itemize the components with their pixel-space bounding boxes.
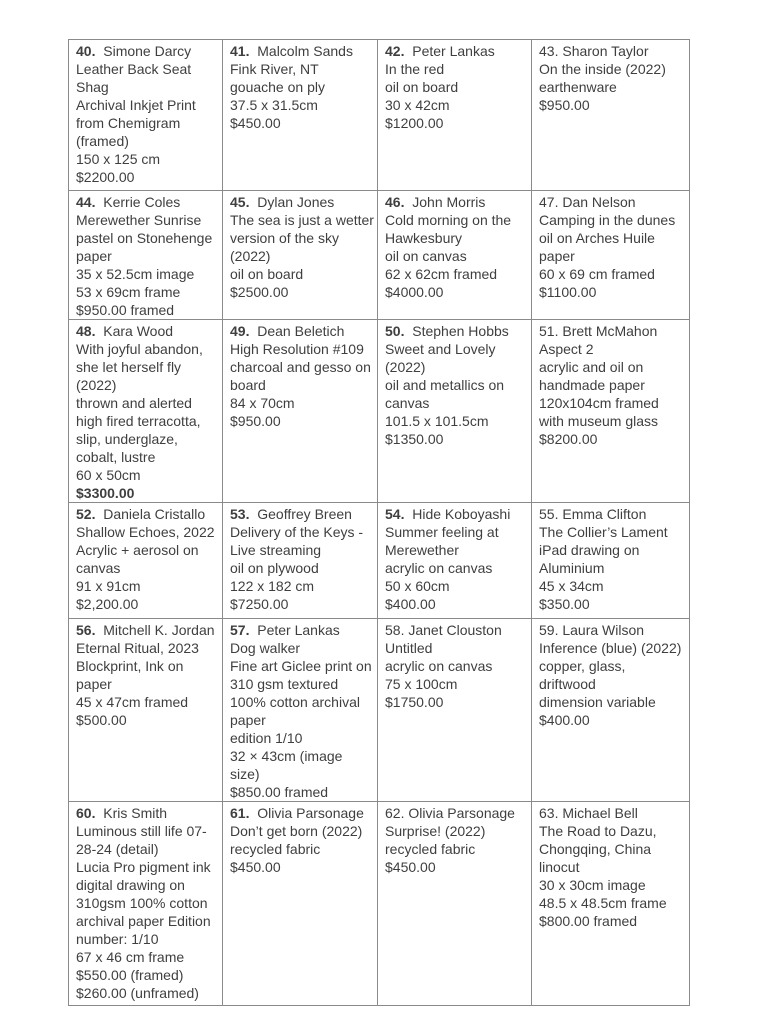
artwork-header-line bbox=[539, 804, 685, 822]
artwork-detail-line: $400.00 bbox=[539, 712, 590, 728]
artwork-detail-line: Inference (blue) (2022) bbox=[539, 640, 682, 656]
artwork-detail-line: $3300.00 bbox=[76, 485, 135, 501]
artwork-detail-line: slip, underglaze, bbox=[76, 431, 178, 447]
artwork-number: 44. bbox=[76, 194, 96, 210]
artwork-detail-line: 48.5 x 48.5cm frame bbox=[539, 895, 667, 911]
artwork-detail-line: Archival Inkjet Print bbox=[76, 97, 196, 113]
artwork-cell-41 bbox=[223, 40, 378, 191]
artwork-number: 45. bbox=[230, 194, 250, 210]
artwork-cell-55 bbox=[532, 503, 690, 619]
artwork-detail-line: $2500.00 bbox=[230, 284, 289, 300]
artist-name: Kris Smith bbox=[95, 805, 168, 821]
artwork-detail-line: $4000.00 bbox=[385, 284, 444, 300]
artwork-cell-61 bbox=[223, 802, 378, 1006]
artwork-detail-line: $450.00 bbox=[230, 115, 281, 131]
artwork-detail-line: oil on board bbox=[230, 266, 304, 282]
artwork-detail-line: $850.00 framed bbox=[230, 784, 329, 800]
artwork-detail-line: Shag bbox=[76, 79, 109, 95]
artwork-header-line bbox=[385, 621, 527, 639]
artwork-number: 58. bbox=[385, 622, 405, 638]
artwork-detail-line: $7250.00 bbox=[230, 596, 289, 612]
artwork-detail-line: $950.00 framed bbox=[76, 302, 175, 318]
artwork-detail-line: Surprise! (2022) bbox=[385, 823, 486, 839]
artwork-detail-line: handmade paper bbox=[539, 377, 645, 393]
artist-name: Kara Wood bbox=[95, 323, 174, 339]
artwork-detail-line: (framed) bbox=[76, 133, 129, 149]
artwork-detail-line: $950.00 bbox=[539, 97, 590, 113]
artwork-number: 41. bbox=[230, 43, 250, 59]
artwork-detail-line: 122 x 182 cm bbox=[230, 578, 315, 594]
artwork-detail-line: edition 1/10 bbox=[230, 730, 303, 746]
artwork-header-line bbox=[539, 621, 685, 639]
artwork-detail-line: 310 gsm textured bbox=[230, 676, 339, 692]
artwork-detail-line: $2200.00 bbox=[76, 169, 135, 185]
artwork-detail-line: paper bbox=[539, 248, 575, 264]
artwork-detail-line: oil on board bbox=[385, 79, 459, 95]
artwork-cell-57 bbox=[223, 619, 378, 802]
artwork-detail-line: With joyful abandon, bbox=[76, 341, 203, 357]
artwork-detail-line: $500.00 bbox=[76, 712, 127, 728]
artwork-detail-line: $260.00 (unframed) bbox=[76, 985, 199, 1001]
artwork-detail-line: 91 x 91cm bbox=[76, 578, 141, 594]
table-row bbox=[69, 802, 690, 1006]
table-row bbox=[69, 320, 690, 503]
artwork-detail-line: 60 x 50cm bbox=[76, 467, 141, 483]
artwork-number: 57. bbox=[230, 622, 250, 638]
artwork-detail-line: The Collier’s Lament bbox=[539, 524, 668, 540]
artwork-detail-line: 60 x 69 cm framed bbox=[539, 266, 655, 282]
artwork-detail-line: 45 x 34cm bbox=[539, 578, 604, 594]
artwork-header-line bbox=[539, 505, 685, 523]
artwork-detail-line: earthenware bbox=[539, 79, 617, 95]
artwork-cell-45 bbox=[223, 191, 378, 320]
table-row bbox=[69, 191, 690, 320]
artist-name: Simone Darcy bbox=[95, 43, 192, 59]
artwork-detail-line: acrylic on canvas bbox=[385, 658, 493, 674]
artist-name: Michael Bell bbox=[558, 805, 638, 821]
artwork-detail-line: Shallow Echoes, 2022 bbox=[76, 524, 215, 540]
artwork-header-line bbox=[385, 804, 527, 822]
artwork-cell-46 bbox=[378, 191, 532, 320]
artwork-detail-line: version of the sky bbox=[230, 230, 339, 246]
artist-name: Dean Beletich bbox=[249, 323, 345, 339]
artwork-header-line bbox=[230, 804, 373, 822]
artist-name: Olivia Parsonage bbox=[249, 805, 364, 821]
artwork-detail-line: 35 x 52.5cm image bbox=[76, 266, 195, 282]
artwork-detail-line: $450.00 bbox=[385, 859, 436, 875]
artwork-detail-line: 75 x 100cm bbox=[385, 676, 458, 692]
artwork-detail-line: recycled fabric bbox=[385, 841, 476, 857]
artwork-detail-line: Lucia Pro pigment ink bbox=[76, 859, 211, 875]
artwork-detail-line: Fine art Giclee print on bbox=[230, 658, 372, 674]
artwork-cell-63 bbox=[532, 802, 690, 1006]
artwork-detail-line: 32 × 43cm (image bbox=[230, 748, 343, 764]
artwork-detail-line: cobalt, lustre bbox=[76, 449, 156, 465]
artwork-detail-line: 67 x 46 cm frame bbox=[76, 949, 185, 965]
artwork-header-line bbox=[539, 322, 685, 340]
artwork-cell-44 bbox=[69, 191, 223, 320]
artwork-number: 50. bbox=[385, 323, 405, 339]
artwork-cell-51 bbox=[532, 320, 690, 503]
artwork-detail-line: Acrylic + aerosol on bbox=[76, 542, 199, 558]
artist-name: Peter Lankas bbox=[249, 622, 340, 638]
artwork-detail-line: 53 x 69cm frame bbox=[76, 284, 181, 300]
artwork-number: 55. bbox=[539, 506, 559, 522]
artwork-cell-50 bbox=[378, 320, 532, 503]
artwork-header-line bbox=[385, 505, 527, 523]
artwork-cell-52 bbox=[69, 503, 223, 619]
artwork-number: 62. bbox=[385, 805, 405, 821]
artwork-detail-line: paper bbox=[76, 676, 112, 692]
artwork-detail-line: high fired terracotta, bbox=[76, 413, 201, 429]
artwork-detail-line: (2022) bbox=[76, 377, 117, 393]
artist-name: Dan Nelson bbox=[558, 194, 636, 210]
artwork-detail-line: Blockprint, Ink on bbox=[76, 658, 184, 674]
artwork-number: 61. bbox=[230, 805, 250, 821]
artwork-detail-line: oil on plywood bbox=[230, 560, 319, 576]
artwork-header-line bbox=[230, 42, 373, 60]
artwork-detail-line: archival paper Edition bbox=[76, 913, 211, 929]
artwork-number: 53. bbox=[230, 506, 250, 522]
artwork-detail-line: $1100.00 bbox=[539, 284, 597, 300]
artwork-header-line bbox=[76, 193, 218, 211]
artwork-detail-line: Sweet and Lovely bbox=[385, 341, 496, 357]
artwork-header-line bbox=[76, 804, 218, 822]
artwork-price-table bbox=[68, 39, 690, 1006]
artist-name: Geoffrey Breen bbox=[249, 506, 352, 522]
artwork-detail-line: $800.00 framed bbox=[539, 913, 638, 929]
artist-name: Stephen Hobbs bbox=[404, 323, 509, 339]
artist-name: Peter Lankas bbox=[404, 43, 495, 59]
artwork-detail-line: 150 x 125 cm bbox=[76, 151, 161, 167]
artwork-number: 63. bbox=[539, 805, 559, 821]
artist-name: John Morris bbox=[404, 194, 486, 210]
artwork-cell-56 bbox=[69, 619, 223, 802]
artist-name: Dylan Jones bbox=[249, 194, 335, 210]
artwork-detail-line: $2,200.00 bbox=[76, 596, 139, 612]
artwork-detail-line: Aluminium bbox=[539, 560, 605, 576]
artwork-detail-line: Luminous still life 07- bbox=[76, 823, 207, 839]
artwork-header-line bbox=[230, 193, 373, 211]
artwork-detail-line: 310gsm 100% cotton bbox=[76, 895, 208, 911]
price-table-body bbox=[69, 40, 690, 1006]
artwork-cell-54 bbox=[378, 503, 532, 619]
artwork-number: 51. bbox=[539, 323, 559, 339]
artwork-header-line bbox=[76, 322, 218, 340]
artist-name: Brett McMahon bbox=[558, 323, 658, 339]
artwork-detail-line: In the red bbox=[385, 61, 445, 77]
artist-name: Janet Clouston bbox=[404, 622, 502, 638]
artwork-detail-line: oil on canvas bbox=[385, 248, 467, 264]
artwork-detail-line: with museum glass bbox=[539, 413, 659, 429]
artwork-detail-line: $450.00 bbox=[230, 859, 281, 875]
artwork-detail-line: Eternal Ritual, 2023 bbox=[76, 640, 199, 656]
artwork-detail-line: Hawkesbury bbox=[385, 230, 463, 246]
artist-name: Malcolm Sands bbox=[249, 43, 353, 59]
artwork-detail-line: gouache on ply bbox=[230, 79, 325, 95]
artwork-number: 47. bbox=[539, 194, 559, 210]
artwork-detail-line: oil and metallics on bbox=[385, 377, 505, 393]
artwork-detail-line: paper bbox=[76, 248, 112, 264]
artwork-detail-line: linocut bbox=[539, 859, 580, 875]
artwork-detail-line: digital drawing on bbox=[76, 877, 185, 893]
artwork-detail-line: Chongqing, China bbox=[539, 841, 652, 857]
artwork-header-line bbox=[76, 42, 218, 60]
artwork-detail-line: Merewether bbox=[385, 542, 459, 558]
artwork-detail-line: The sea is just a wetter bbox=[230, 212, 374, 228]
artwork-detail-line: 120x104cm framed bbox=[539, 395, 659, 411]
artwork-detail-line: canvas bbox=[385, 395, 430, 411]
artwork-detail-line: Dog walker bbox=[230, 640, 301, 656]
artwork-detail-line: size) bbox=[230, 766, 260, 782]
artwork-detail-line: $350.00 bbox=[539, 596, 590, 612]
artwork-detail-line: 84 x 70cm bbox=[230, 395, 295, 411]
artwork-detail-line: 50 x 60cm bbox=[385, 578, 450, 594]
artwork-detail-line: $1200.00 bbox=[385, 115, 444, 131]
artwork-detail-line: $1750.00 bbox=[385, 694, 444, 710]
artwork-detail-line: 101.5 x 101.5cm bbox=[385, 413, 489, 429]
artwork-header-line bbox=[385, 42, 527, 60]
artwork-detail-line: On the inside (2022) bbox=[539, 61, 666, 77]
artwork-detail-line: driftwood bbox=[539, 676, 596, 692]
artwork-cell-62 bbox=[378, 802, 532, 1006]
artwork-cell-59 bbox=[532, 619, 690, 802]
artwork-detail-line: dimension variable bbox=[539, 694, 656, 710]
artwork-header-line bbox=[230, 505, 373, 523]
artwork-detail-line: oil on Arches Huile bbox=[539, 230, 655, 246]
artist-name: Emma Clifton bbox=[558, 506, 647, 522]
artwork-detail-line: Live streaming bbox=[230, 542, 322, 558]
artist-name: Daniela Cristallo bbox=[95, 506, 206, 522]
artwork-cell-43 bbox=[532, 40, 690, 191]
artwork-detail-line: Camping in the dunes bbox=[539, 212, 676, 228]
artwork-detail-line: $550.00 (framed) bbox=[76, 967, 184, 983]
artwork-number: 52. bbox=[76, 506, 96, 522]
artwork-detail-line: from Chemigram bbox=[76, 115, 181, 131]
artwork-detail-line: canvas bbox=[76, 560, 121, 576]
artwork-cell-53 bbox=[223, 503, 378, 619]
artwork-detail-line: Don’t get born (2022) bbox=[230, 823, 363, 839]
artwork-number: 59. bbox=[539, 622, 559, 638]
artwork-detail-line: Aspect 2 bbox=[539, 341, 594, 357]
artwork-detail-line: pastel on Stonehenge bbox=[76, 230, 213, 246]
table-row bbox=[69, 619, 690, 802]
artwork-detail-line: paper bbox=[230, 712, 266, 728]
artwork-header-line bbox=[385, 322, 527, 340]
artist-name: Laura Wilson bbox=[558, 622, 645, 638]
artwork-cell-42 bbox=[378, 40, 532, 191]
artwork-header-line bbox=[76, 621, 218, 639]
artwork-detail-line: 30 x 42cm bbox=[385, 97, 450, 113]
artwork-header-line bbox=[539, 42, 685, 60]
artwork-number: 48. bbox=[76, 323, 96, 339]
artist-name: Kerrie Coles bbox=[95, 194, 181, 210]
table-row bbox=[69, 40, 690, 191]
artwork-cell-58 bbox=[378, 619, 532, 802]
artwork-detail-line: $400.00 bbox=[385, 596, 436, 612]
artwork-detail-line: Untitled bbox=[385, 640, 433, 656]
artwork-cell-60 bbox=[69, 802, 223, 1006]
artwork-header-line bbox=[230, 621, 373, 639]
artist-name: Mitchell K. Jordan bbox=[95, 622, 215, 638]
artwork-header-line bbox=[230, 322, 373, 340]
artwork-detail-line: copper, glass, bbox=[539, 658, 626, 674]
table-row bbox=[69, 503, 690, 619]
artwork-detail-line: (2022) bbox=[230, 248, 271, 264]
artist-name: Sharon Taylor bbox=[558, 43, 649, 59]
artwork-number: 54. bbox=[385, 506, 405, 522]
artist-name: Hide Koboyashi bbox=[404, 506, 511, 522]
artwork-detail-line: board bbox=[230, 377, 266, 393]
artwork-number: 42. bbox=[385, 43, 405, 59]
artist-name: Olivia Parsonage bbox=[404, 805, 515, 821]
artwork-detail-line: acrylic on canvas bbox=[385, 560, 493, 576]
artwork-detail-line: Fink River, NT bbox=[230, 61, 319, 77]
artwork-cell-49 bbox=[223, 320, 378, 503]
artwork-detail-line: iPad drawing on bbox=[539, 542, 640, 558]
artwork-number: 60. bbox=[76, 805, 96, 821]
artwork-cell-48 bbox=[69, 320, 223, 503]
artwork-detail-line: Cold morning on the bbox=[385, 212, 512, 228]
artwork-detail-line: Leather Back Seat bbox=[76, 61, 192, 77]
artwork-detail-line: 30 x 30cm image bbox=[539, 877, 646, 893]
artwork-detail-line: $950.00 bbox=[230, 413, 281, 429]
artwork-detail-line: thrown and alerted bbox=[76, 395, 192, 411]
artwork-detail-line: Summer feeling at bbox=[385, 524, 499, 540]
artwork-number: 49. bbox=[230, 323, 250, 339]
artwork-detail-line: she let herself fly bbox=[76, 359, 182, 375]
artwork-number: 46. bbox=[385, 194, 405, 210]
artwork-detail-line: $8200.00 bbox=[539, 431, 598, 447]
artwork-number: 43. bbox=[539, 43, 559, 59]
artwork-detail-line: High Resolution #109 bbox=[230, 341, 364, 357]
artwork-detail-line: 45 x 47cm framed bbox=[76, 694, 189, 710]
artwork-detail-line: 28-24 (detail) bbox=[76, 841, 159, 857]
artwork-header-line bbox=[385, 193, 527, 211]
artwork-detail-line: recycled fabric bbox=[230, 841, 321, 857]
artwork-detail-line: Merewether Sunrise bbox=[76, 212, 202, 228]
artwork-detail-line: number: 1/10 bbox=[76, 931, 159, 947]
artwork-cell-47 bbox=[532, 191, 690, 320]
artwork-cell-40 bbox=[69, 40, 223, 191]
artwork-detail-line: The Road to Dazu, bbox=[539, 823, 657, 839]
artwork-number: 56. bbox=[76, 622, 96, 638]
artwork-header-line bbox=[76, 505, 218, 523]
artwork-detail-line: 62 x 62cm framed bbox=[385, 266, 498, 282]
artwork-header-line bbox=[539, 193, 685, 211]
artwork-detail-line: acrylic and oil on bbox=[539, 359, 644, 375]
artwork-detail-line: charcoal and gesso on bbox=[230, 359, 371, 375]
artwork-detail-line: Delivery of the Keys - bbox=[230, 524, 364, 540]
artwork-detail-line: 100% cotton archival bbox=[230, 694, 360, 710]
artwork-detail-line: (2022) bbox=[385, 359, 426, 375]
artwork-detail-line: $1350.00 bbox=[385, 431, 444, 447]
artwork-detail-line: 37.5 x 31.5cm bbox=[230, 97, 318, 113]
artwork-number: 40. bbox=[76, 43, 96, 59]
